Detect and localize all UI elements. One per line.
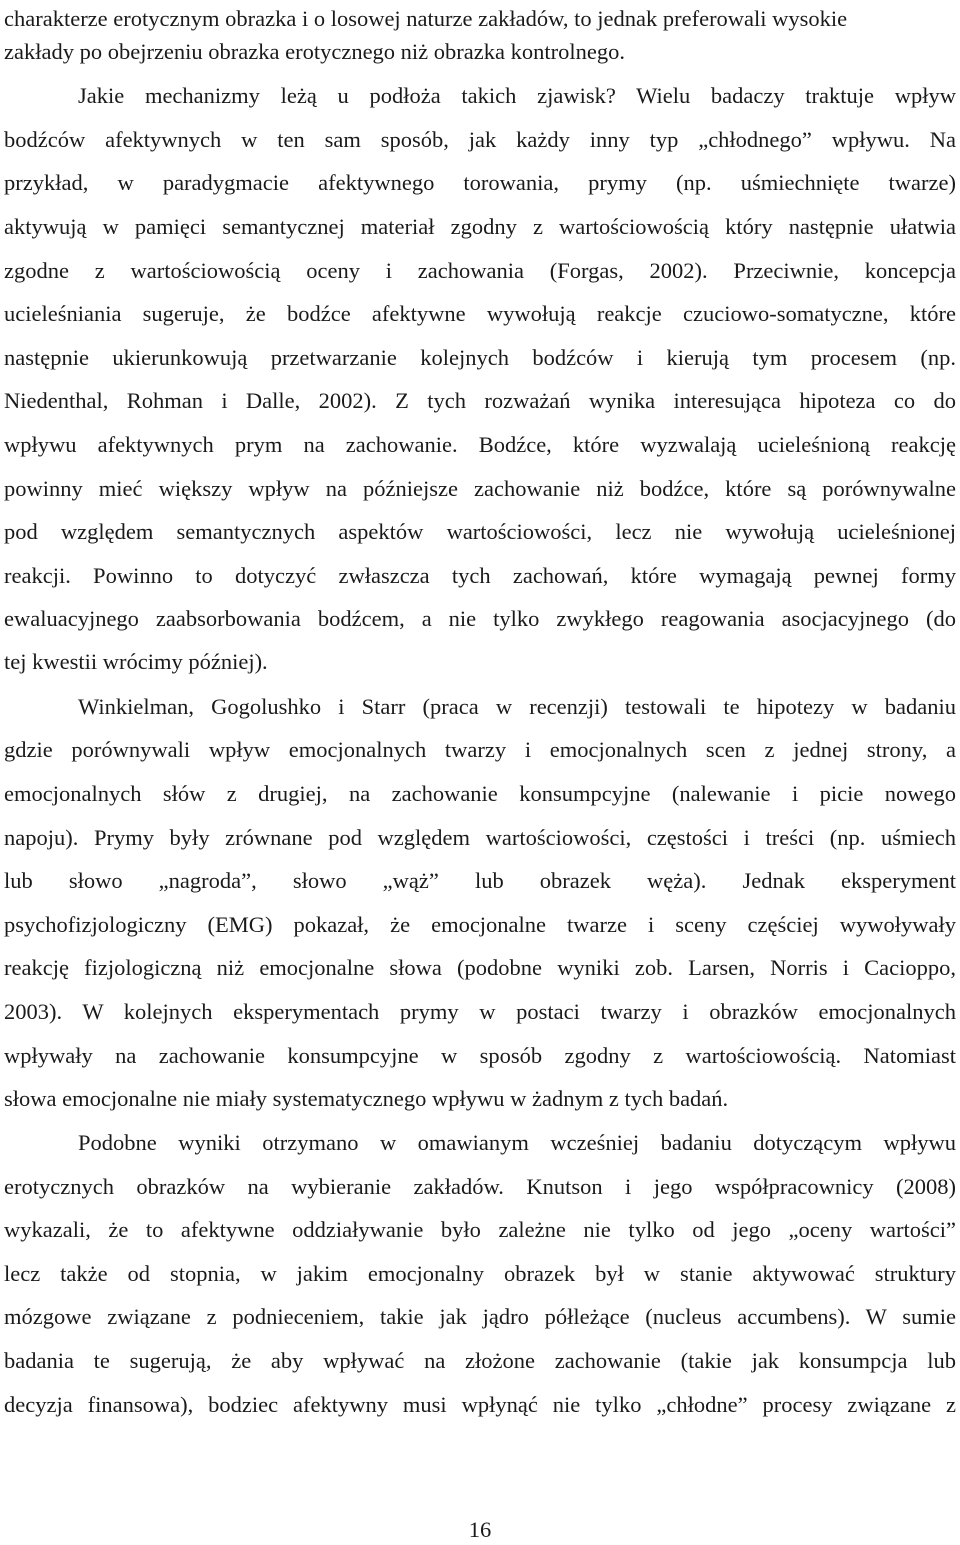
text-line: wykazali, że to afektywne oddziaływanie było zależne nie tylko od jego „oceny wartości” (4, 1217, 956, 1242)
text-line: tej kwestii wrócimy później). (4, 649, 268, 674)
text-line: 2003). W kolejnych eksperymentach prymy w postaci twarzy i obrazków emocjonalnych (4, 999, 956, 1024)
text-line: pod względem semantycznych aspektów wartościowości, lecz nie wywołują ucieleśnionej (4, 519, 956, 544)
text-line: lub słowo „nagroda”, słowo „wąż” lub obrazek węża). Jednak eksperyment (4, 868, 956, 893)
text-line: bodźców afektywnych w ten sam sposób, jak każdy inny typ „chłodnego” wpływu. Na (4, 127, 956, 152)
text-line: wpływały na zachowanie konsumpcyjne w sposób zgodny z wartościowością. Natomiast (4, 1043, 956, 1068)
text-line: ucieleśniania sugeruje, że bodźce afektywne wywołują reakcje czuciowo-somatyczne, które (4, 301, 956, 326)
text-line: Podobne wyniki otrzymano w omawianym wcześniej badaniu dotyczącym wpływu (78, 1130, 956, 1155)
text-line: zgodne z wartościowością oceny i zachowania (Forgas, 2002). Przeciwnie, koncepcja (4, 258, 956, 283)
text-line: następnie ukierunkowują przetwarzanie kolejnych bodźców i kierują tym procesem (np. (4, 345, 956, 370)
page-number: 16 (468, 1517, 492, 1542)
text-line: przykład, w paradygmacie afektywnego torowania, prymy (np. uśmiechnięte twarze) (4, 170, 956, 195)
text-line: Niedenthal, Rohman i Dalle, 2002). Z tych rozważań wynika interesująca hipoteza co do (4, 388, 956, 413)
text-line: decyzja finansowa), bodziec afektywny musi wpłynąć nie tylko „chłodne” procesy związane z (4, 1392, 956, 1417)
text-line: psychofizjologiczny (EMG) pokazał, że emocjonalne twarze i sceny częściej wywoływały (4, 912, 956, 937)
text-line: słowa emocjonalne nie miały systematycznego wpływu w żadnym z tych badań. (4, 1086, 729, 1111)
text-line: Jakie mechanizmy leżą u podłoża takich zjawisk? Wielu badaczy traktuje wpływ (78, 83, 956, 108)
text-line: napoju). Prymy były zrównane pod względem wartościowości, częstości i treści (np. uśmiech (4, 825, 956, 850)
text-line: Winkielman, Gogolushko i Starr (praca w recenzji) testowali te hipotezy w badaniu (78, 694, 956, 719)
text-line: ewaluacyjnego zaabsorbowania bodźcem, a nie tylko zwykłego reagowania asocjacyjnego (do (4, 606, 956, 631)
text-line: aktywują w pamięci semantycznej materiał zgodny z wartościowością który następnie ułatwia (4, 214, 956, 239)
text-line: charakterze erotycznym obrazka i o losowej naturze zakładów, to jednak preferowali wysokie (4, 6, 848, 31)
text-line: wpływu afektywnych prym na zachowanie. Bodźce, które wyzwalają ucieleśnioną reakcję (4, 432, 956, 457)
text-line: badania te sugerują, że aby wpływać na złożone zachowanie (takie jak konsumpcja lub (4, 1348, 956, 1373)
text-line: zakłady po obejrzeniu obrazka erotycznego niż obrazka kontrolnego. (4, 39, 625, 64)
text-line: emocjonalnych słów z drugiej, na zachowanie konsumpcyjne (nalewanie i picie nowego (4, 781, 956, 806)
text-line: reakcji. Powinno to dotyczyć zwłaszcza tych zachowań, które wymagają pewnej formy (4, 563, 956, 588)
text-line: mózgowe związane z podnieceniem, takie jak jądro półleżące (nucleus accumbens). W sumie (4, 1304, 956, 1329)
text-line: reakcję fizjologiczną niż emocjonalne słowa (podobne wyniki zob. Larsen, Norris i Cacioppo, (4, 955, 956, 980)
text-line: gdzie porównywali wpływ emocjonalnych twarzy i emocjonalnych scen z jednej strony, a (4, 737, 956, 762)
text-line: powinny mieć większy wpływ na późniejsze zachowanie niż bodźce, które są porównywalne (4, 476, 956, 501)
text-line: erotycznych obrazków na wybieranie zakładów. Knutson i jego współpracownicy (2008) (4, 1174, 956, 1199)
text-line: lecz także od stopnia, w jakim emocjonalny obrazek był w stanie aktywować struktury (4, 1261, 956, 1286)
